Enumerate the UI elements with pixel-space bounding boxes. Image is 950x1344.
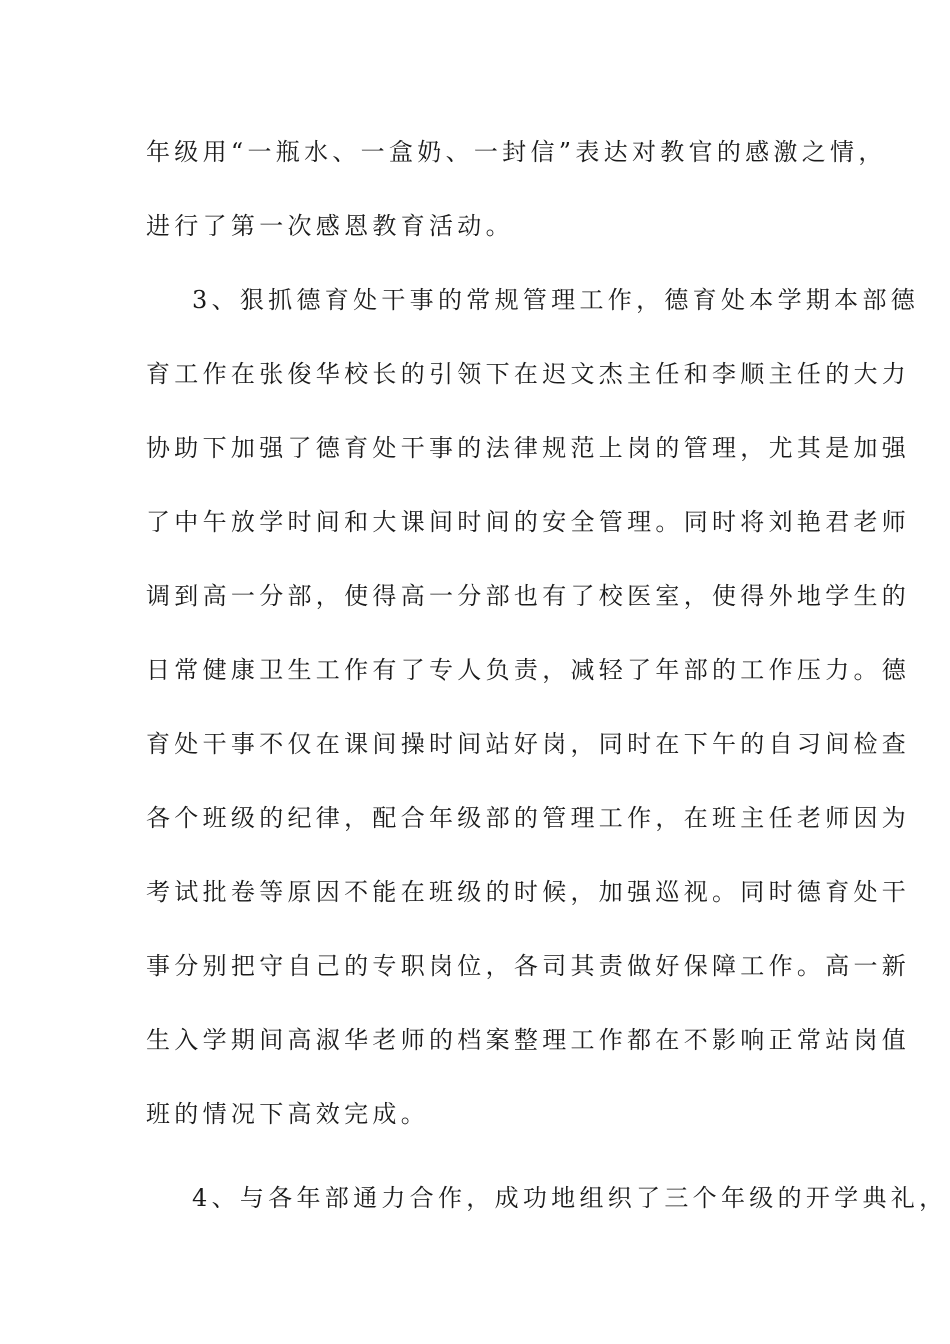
text-line: 考试批卷等原因不能在班级的时候，加强巡视。同时德育处干 <box>146 878 911 906</box>
text-line: 班的情况下高效完成。 <box>146 1100 429 1128</box>
text-line: 进行了第一次感恩教育活动。 <box>146 212 514 240</box>
text-line: 日常健康卫生工作有了专人负责，减轻了年部的工作压力。德 <box>146 656 911 684</box>
text-line: 育处干事不仅在课间操时间站好岗，同时在下午的自习间检查 <box>146 730 911 758</box>
text-line: 了中午放学时间和大课间时间的安全管理。同时将刘艳君老师 <box>146 508 911 536</box>
text-line: 事分别把守自己的专职岗位，各司其责做好保障工作。高一新 <box>146 952 911 980</box>
paragraph-3-start: 3、狠抓德育处干事的常规管理工作，德育处本学期本部德 <box>192 286 920 314</box>
text-line: 调到高一分部，使得高一分部也有了校医室，使得外地学生的 <box>146 582 911 610</box>
text-line: 生入学期间高淑华老师的档案整理工作都在不影响正常站岗值 <box>146 1026 911 1054</box>
text-line: 育工作在张俊华校长的引领下在迟文杰主任和李顺主任的大力 <box>146 360 911 388</box>
text-line: 年级用“一瓶水、一盒奶、一封信”表达对教官的感激之情， <box>146 138 887 166</box>
paragraph-4-start: 4、与各年部通力合作，成功地组织了三个年级的开学典礼， <box>192 1184 948 1212</box>
text-line: 各个班级的纪律，配合年级部的管理工作，在班主任老师因为 <box>146 804 911 832</box>
text-line: 协助下加强了德育处干事的法律规范上岗的管理，尤其是加强 <box>146 434 911 462</box>
